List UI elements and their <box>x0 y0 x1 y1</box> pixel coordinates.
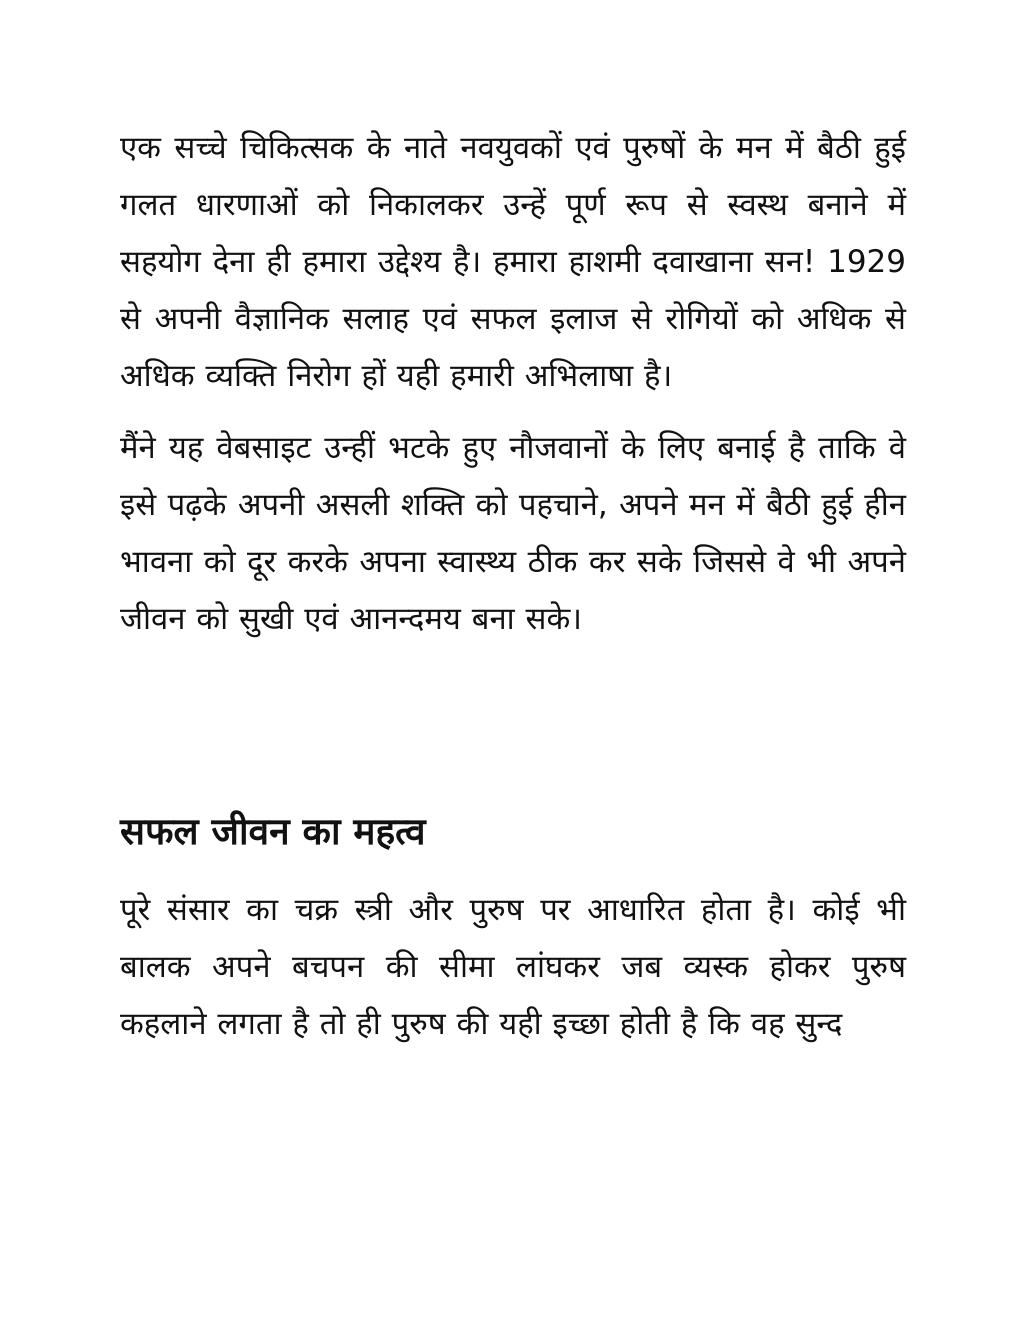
website-purpose-paragraph: मैंने यह वेबसाइट उन्हीं भटके हुए नौजवानों के लिए बनाई है ताकि वे इसे पढ़के अपनी असली शक्ति को पहचाने, अपने मन में बैठी हुई हीन भावना को दूर करके अपना स्वास्थ्य ठीक कर सके जिससे वे भी अपने जीवन को सुखी एवं आनन्दमय बना सके। <box>120 430 906 637</box>
section-heading: सफल जीवन का महत्व <box>120 810 426 853</box>
section-paragraph: पूरे संसार का चक्र स्त्री और पुरुष पर आधारित होता है। कोई भी बालक अपने बचपन की सीमा लांघकर जब व्यस्क होकर पुरुष कहलाने लगता है तो ही पुरुष की यही इच्छा होती है कि वह सुन्द <box>120 892 906 1042</box>
intro-paragraph: एक सच्चे चिकित्सक के नाते नवयुवकों एवं पुरुषों के मन में बैठी हुई गलत धारणाओं को निकालकर उन्हें पूर्ण रूप से स्वस्थ बनाने में सहयोग देना ही हमारा उद्देश्य है। हमारा हाशमी दवाखाना सन! 1929 से अपनी वैज्ञानिक सलाह एवं सफल इलाज से रोगियों को अधिक से अधिक व्यक्ति निरोग हों यही हमारी अभिलाषा है। <box>120 130 906 394</box>
document-body <box>120 120 906 1053</box>
